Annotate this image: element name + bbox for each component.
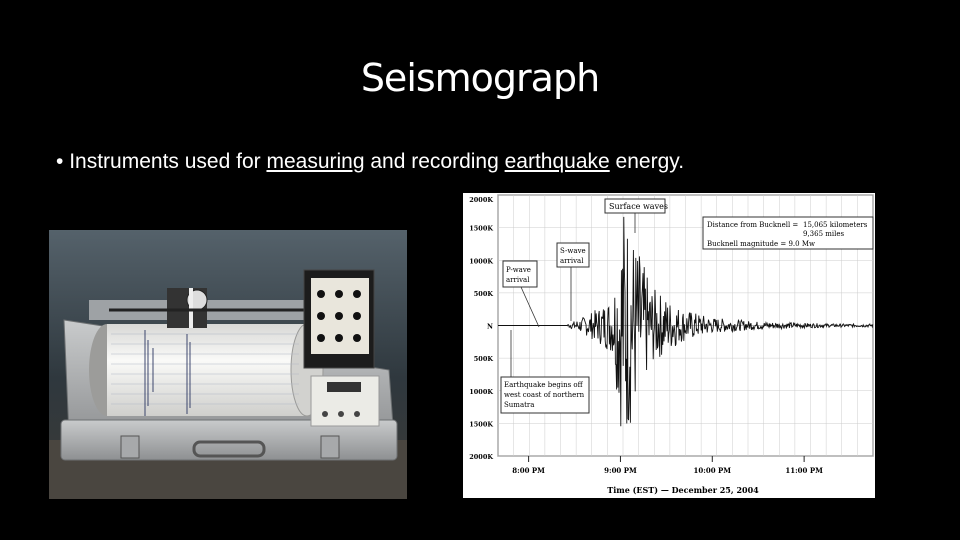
bullet-text-start: Instruments used for (69, 150, 267, 173)
link-measuring[interactable]: measuring (266, 150, 365, 173)
label-surface-waves: Surface waves (609, 202, 668, 211)
slide-title: Seismograph (360, 56, 600, 100)
x-tick-label: 11:00 PM (785, 466, 823, 475)
bullet-marker: • (56, 150, 64, 173)
info-km: 15,065 kilometers (803, 221, 868, 229)
seismogram-chart (463, 193, 875, 498)
label-quake-line1: Earthquake begins off (504, 381, 583, 389)
label-p-wave-arrival: arrival (506, 276, 530, 284)
y-tick-label: 2000K (469, 196, 493, 204)
label-quake-line3: Sumatra (504, 401, 535, 409)
x-axis-label: Time (EST) — December 25, 2004 (607, 485, 759, 495)
y-tick-label: 500K (473, 355, 493, 364)
label-p-wave: P-wave (506, 266, 531, 274)
label-s-wave: S-wave (560, 247, 586, 255)
info-miles: 9,365 miles (803, 230, 845, 238)
x-tick-label: 8:00 PM (512, 466, 545, 475)
y-tick-label: 1000K (469, 257, 493, 266)
y-tick-label: 1500K (469, 224, 493, 233)
x-tick-label: 9:00 PM (604, 466, 637, 475)
y-tick-label: 1000K (469, 387, 493, 396)
info-magnitude: Bucknell magnitude = 9.0 Mw (707, 240, 815, 248)
bullet-item (56, 150, 684, 174)
y-tick-label: 1500K (469, 420, 493, 429)
bullet-text-middle: and recording (364, 150, 505, 173)
seismograph-photo (49, 230, 407, 499)
link-earthquake[interactable]: earthquake (504, 150, 610, 173)
label-s-wave-arrival: arrival (560, 257, 584, 265)
label-quake-line2: west coast of northern (504, 391, 585, 399)
y-tick-label: 500K (473, 289, 493, 298)
y-tick-label: 2000K (469, 453, 493, 461)
x-tick-label: 10:00 PM (693, 466, 732, 475)
y-tick-label: N (487, 322, 493, 331)
info-distance: Distance from Bucknell = (707, 221, 799, 229)
bullet-text-end: energy. (609, 150, 685, 173)
